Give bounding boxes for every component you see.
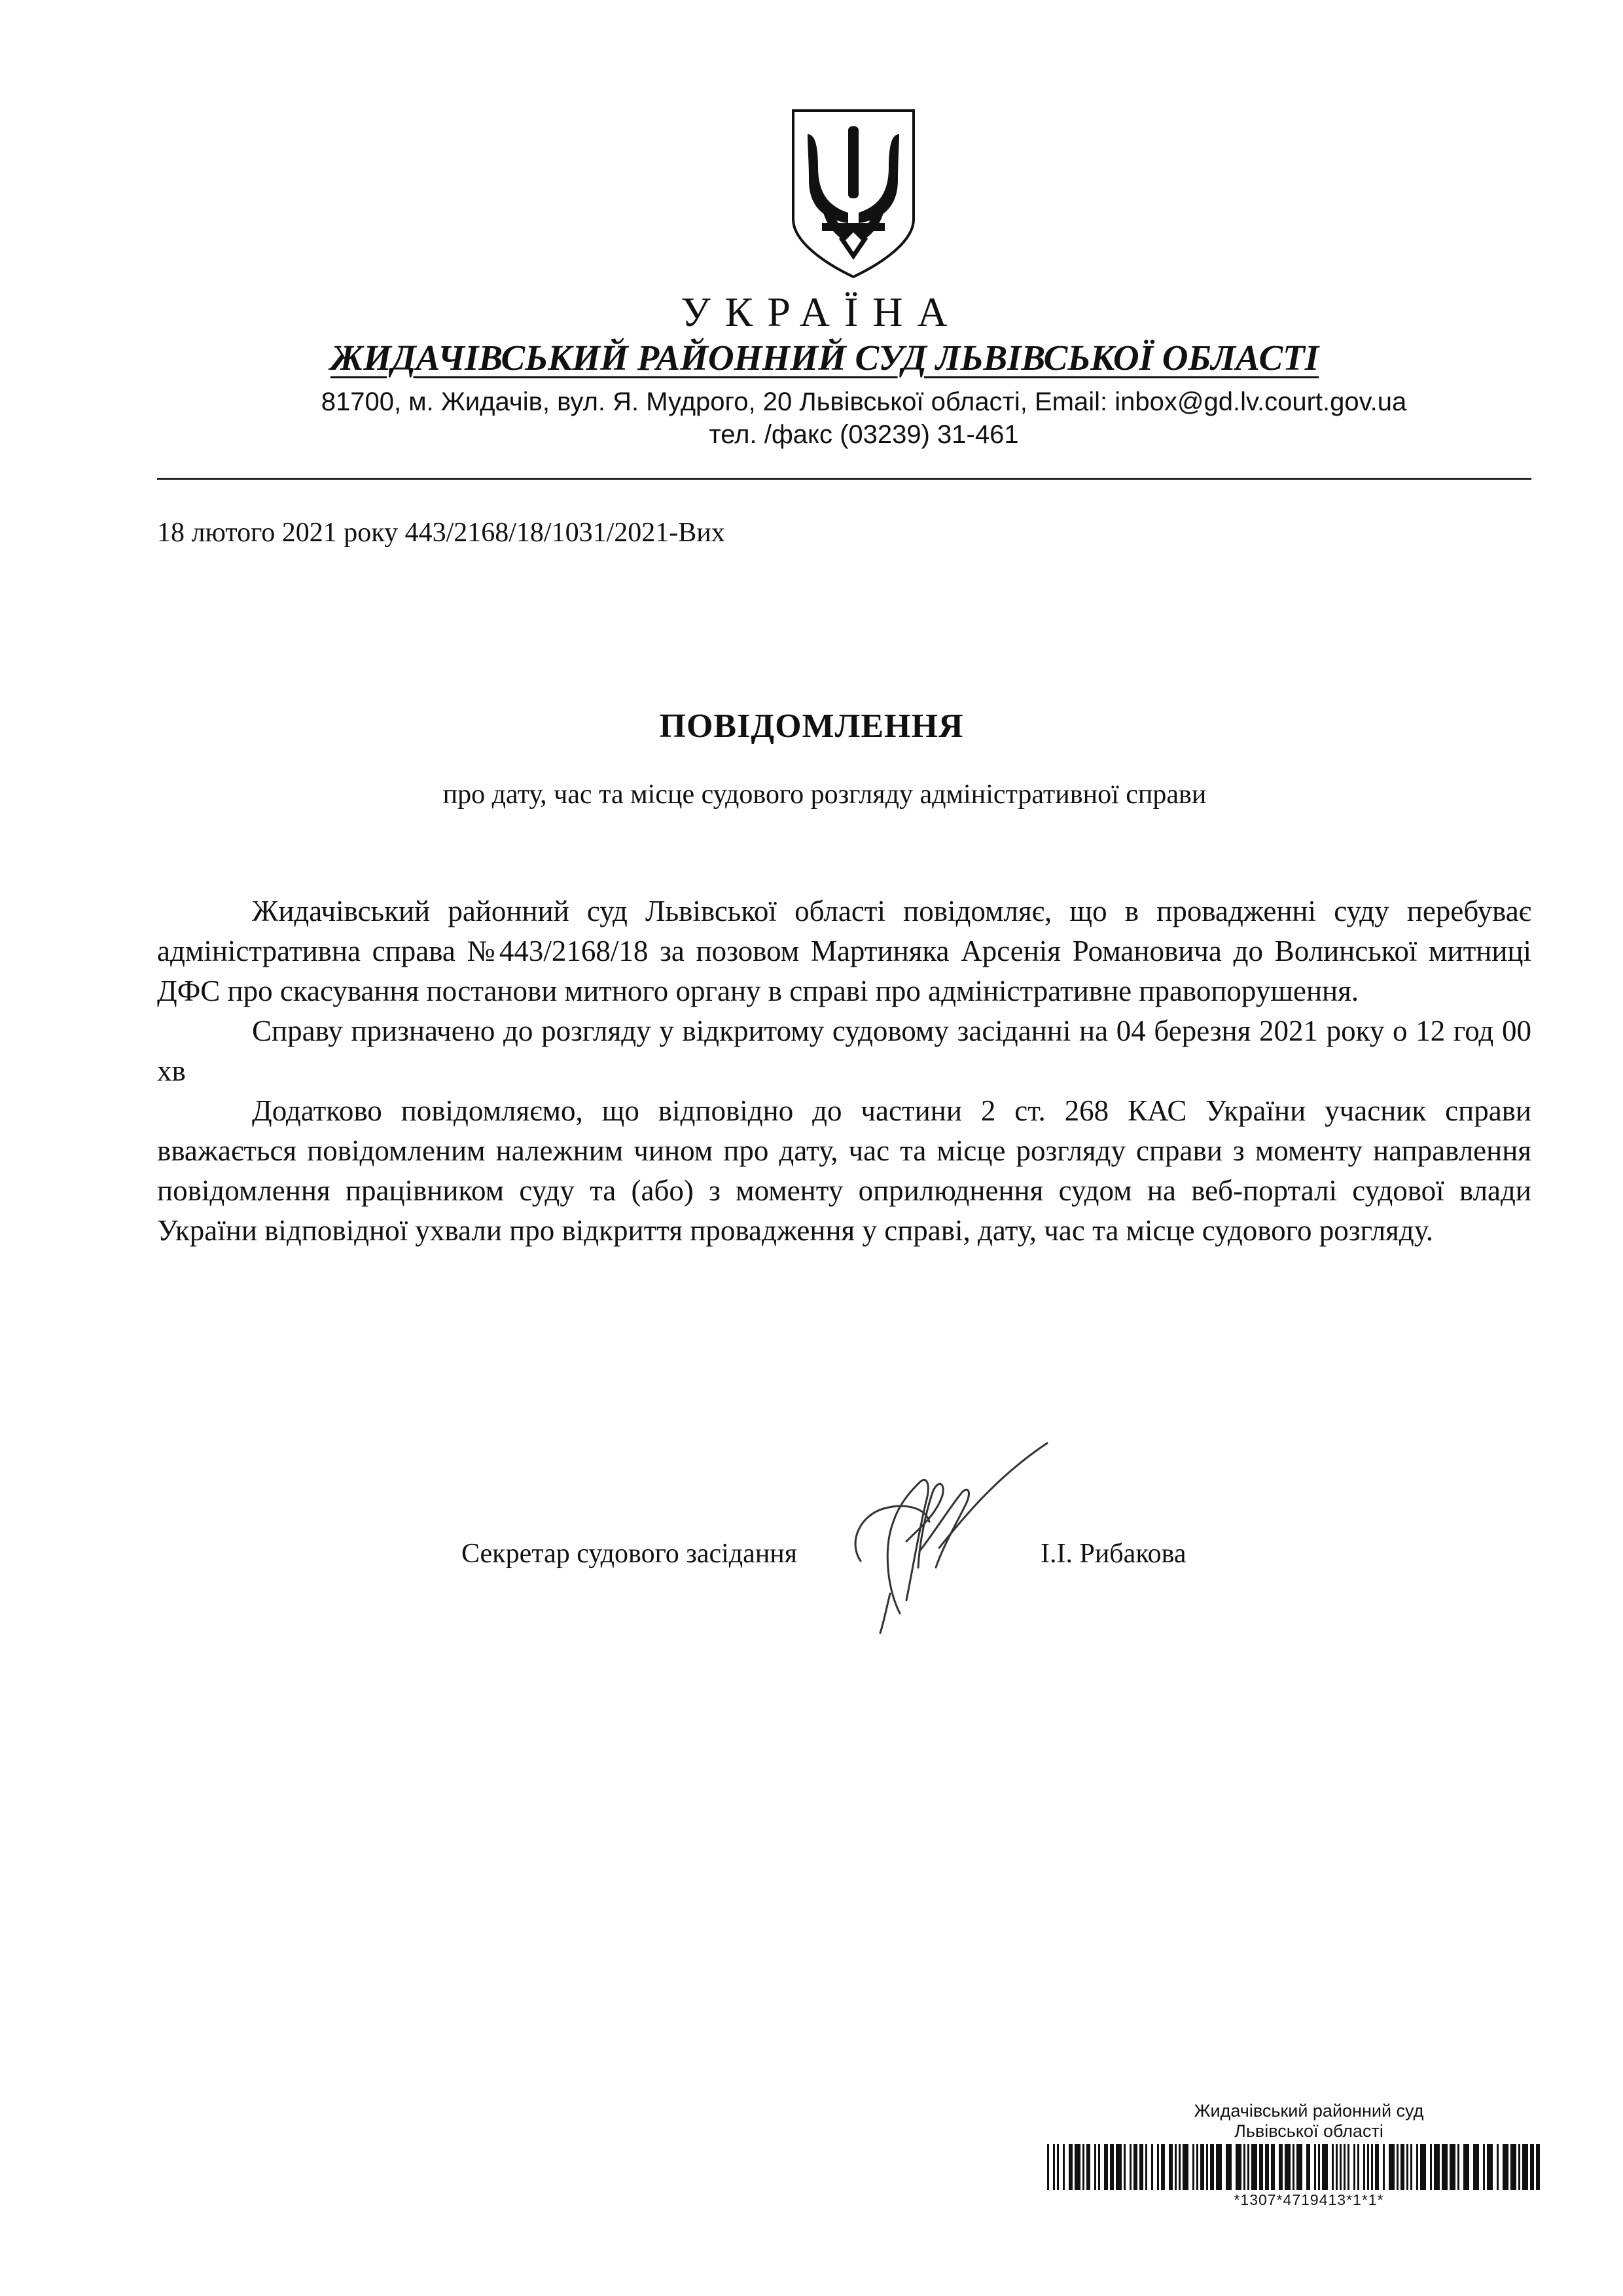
court-address: 81700, м. Жидачів, вул. Я. Мудрого, 20 Львівської області, Email: inbox@gd.lv.court.gov.ua — [321, 387, 1407, 416]
stamp-court-line: Жидачівський районний суд — [1194, 2101, 1424, 2121]
court-phone: тел. /факс (03239) 31-461 — [709, 420, 1019, 449]
court-name: ЖИДАЧІВСЬКИЙ РАЙОННИЙ СУД ЛЬВІВСЬКОЇ ОБЛАСТІ — [330, 338, 1319, 378]
outgoing-date-number: 18 лютого 2021 року 443/2168/18/1031/2021-Вих — [157, 518, 725, 548]
handwritten-signature — [821, 1437, 1063, 1653]
notice-paragraph: Додатково повідомляємо, що відповідно до частини 2 ст. 268 КАС України учасник справи вважається повідомленим належним чином про дату, час та місце розгляду справи з моменту направлення повідомлення працівником суду та (або) з моменту оприлюднення судом на веб-порталі судової влади України відповідної ухвали про відкриття провадження у справі, дату, час та місце судового розгляду. — [157, 1094, 1531, 1247]
notice-subtitle: про дату, час та місце судового розгляду адміністративної справи — [442, 780, 1207, 810]
notice-paragraph: Жидачівський районний суд Львівської області повідомляє, що в провадженні суду перебуває адміністративна справа №443/2168/18 за позовом Мартиняка Арсенія Романовича до Волинської митниці ДФС про скасування постанови митного органу в справі про адміністративне правопорушення. — [157, 895, 1531, 1007]
notice-title: ПОВІДОМЛЕННЯ — [659, 708, 964, 745]
registry-stamp — [1047, 2101, 1544, 2209]
barcode-icon — [1047, 2144, 1544, 2190]
notice-paragraph: Справу призначено до розгляду у відкритому судовому засіданні на 04 березня 2021 року о 12 год 00 хв — [157, 1014, 1531, 1087]
tryzub-coat-of-arms-icon — [789, 108, 918, 279]
country-heading: УКРАЇНА — [681, 289, 962, 335]
header-divider — [157, 478, 1531, 480]
signatory-role: Секретар судового засідання — [461, 1539, 798, 1569]
barcode-number: *1307*4719413*1*1* — [1234, 2191, 1384, 2208]
stamp-region-line: Львівської області — [1234, 2121, 1383, 2141]
signatory-name: І.І. Рибакова — [1041, 1539, 1186, 1569]
notice-body — [157, 891, 1531, 1251]
